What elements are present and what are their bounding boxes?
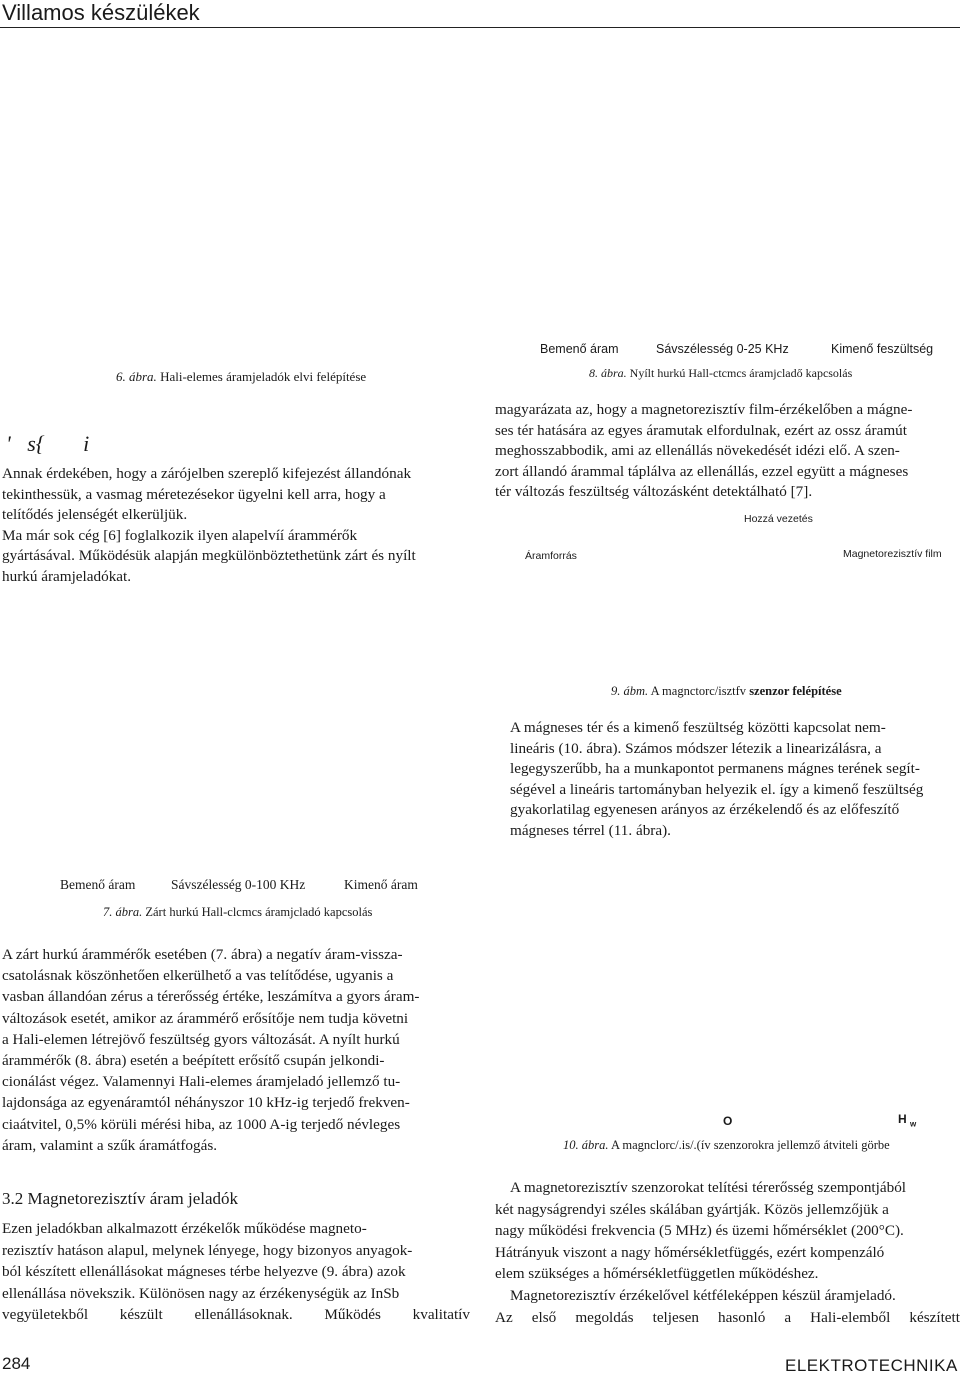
figure-9-film-label: Magnetorezisztív film [843,548,942,560]
figure-7-caption [103,905,372,920]
figure-7-input-label: Bemenő áram [60,877,136,892]
text-line: gyakorlatilag egyenesen arányos az érzékelendő és az előfeszítő [510,801,900,818]
text-line: ciaátvitel, 0,5% körüli mérési hiba, az 1000 A-ig terjedő névleges [2,1115,401,1133]
text-line: változások esetét, amikor az árammérő erősítője nem tudja követni [2,1009,409,1027]
text-line: a Hali-elemen létrejövő feszültség gyors változását. A nyílt hurkú [2,1030,400,1048]
figure-7-number: 7. ábra. [103,905,143,919]
text-line: magyarázata az, hogy a magnetorezisztív film-érzékelőben a mágne- [495,401,913,418]
text-line: cionálást végez. Valamennyi Hali-elemes áramjeladó jellemző tu- [2,1073,401,1091]
figure-6-number: 6. ábra. [116,369,157,384]
text-line: telítődés jelenségét elkerüljük. [2,506,188,523]
section-heading: 3.2 Magnetorezisztív áram jeladók [2,1189,239,1208]
text-line: Ezen jeladókban alkalmazott érzékelők működése magneto- [2,1220,367,1237]
left-paragraph-3 [2,1218,470,1326]
text-line: hurkú áramjeladókat. [2,567,132,585]
figure-8-input-label: Bemenő áram [540,342,619,356]
text-line: ses tér hatására az egyes áramutak elfordulnak, ezért az ossz áramút [495,421,907,439]
figure-9-source-label: Áramforrás [525,550,577,562]
figure-10-text: A magnclorc/.is/.(ív szenzorokra jellemző átviteli görbe [610,1138,890,1152]
figure-8-number: 8. ábra. [589,366,627,380]
text-line: tekinthessük, a vasmag méretezésekor ügyelni kell arra, hogy a [2,485,386,503]
text-line: gyártásával. Működésük alapján megkülönböztethetünk zárt és nyílt [2,547,416,564]
formula-fragment: ' s{ i [6,431,90,456]
figure-10-number: 10. ábra. [563,1138,609,1152]
figure-8-text: Nyílt hurkú Hall-ctcmcs áramjcladő kapcsolás [629,366,853,380]
text-line: Annak érdekében, hogy a zárójelben szereplő kifejezést állandónak [2,465,412,482]
page-number: 284 [2,1354,31,1373]
text-line: lineáris (10. ábra). Számos módszer létezik a linearizálásra, a [510,739,882,757]
magazine-name: ELEKTROTECHNIKA [785,1356,958,1375]
text-line: ellenállása növekszik. Különösen nagy az érzékenységük az InSb [2,1284,400,1302]
text-line: áram, valamint a szűk áramátfogás. [2,1136,218,1154]
figure-9-text: A magnctorc/isztfv [650,684,747,698]
figure-7-output-label: Kimenő áram [344,877,418,892]
text-line: Ma már sok cég [6] foglalkozik ilyen alapelvíí árammérők [2,526,358,544]
figure-7-text: Zárt hurkú Hall-clcmcs áramjcladó kapcsolás [145,905,373,919]
figure-9-lead-label: Hozzá vezetés [744,513,813,525]
text-line: elem szükséges a hőmérsékletfüggetlen működéshez. [495,1265,819,1283]
text-line: Magnetorezisztív érzékelővel kétféleképpen készül áramjeladó. [510,1286,896,1304]
header-rule [0,27,960,28]
text-line: mágneses térrel (11. ábra). [510,821,671,839]
text-line: árammérők (8. ábra) esetén a beépített erősítő csupán jelkondi- [2,1052,385,1070]
text-line: Hátrányuk viszont a nagy hőmérsékletfüggés, ezért kompenzáló [495,1243,885,1261]
right-paragraph-3 [495,1177,960,1328]
right-paragraph-1 [495,400,960,503]
text-line: ségével a lineáris tartományban helyezik el. így a kimenő feszültség [510,780,924,798]
text-line: nagy működési frekvencia (5 MHz) és üzemi hőmérséklet (200°C). [495,1222,904,1240]
figure-8-bandwidth-label: Sávszélesség 0-25 KHz [656,342,789,356]
text-line: rezisztív hatáson alapul, melynek lényege, hogy bizonyos anyagok- [2,1241,413,1259]
text-line: Az első megoldás teljesen hasonló a Hali-elemből készített [495,1308,960,1326]
text-line: lajdonsága az egyenáramtól néhányszor 10 kHz-ig terjedő frekven- [2,1094,410,1112]
figure-8-caption [589,366,852,381]
running-header: Villamos készülékek [2,0,200,25]
figure-10-h-label [898,1112,916,1128]
figure-6-caption [116,369,366,385]
figure-9-bold-text: szenzor felépítése [749,684,842,698]
text-line: ból készített ellenállásokat mágneses térbe helyezve (9. ábra) azok [2,1263,406,1280]
text-line: A mágneses tér és a kimenő feszültség közötti kapcsolat nem- [510,719,886,736]
text-line: tér változás feszültség változásként detektálható [7]. [495,483,813,500]
figure-10-caption [563,1138,890,1153]
figure-7-bandwidth-label: Sávszélesség 0-100 KHz [171,877,306,892]
figure-9-caption [611,684,842,699]
text-line: meghosszabbodik, ami az ellenállás növekedését idézi elő. A szen- [495,442,900,459]
figure-6-text: Hali-elemes áramjeladók elvi felépítése [160,369,367,384]
left-paragraph-1 [2,464,472,587]
figure-8-output-label: Kimenő feszültség [831,342,934,356]
left-paragraph-2 [2,944,470,1156]
text-line: legegyszerűbb, ha a munkapontot permanens mágnes terének segít- [510,760,920,777]
text-line: A magnetorezisztív szenzorokat telítési térerősség szempontjából [510,1179,907,1196]
text-line: vasban állandóan zérus a térerősség értéke, leszámítva a gyors áram- [2,988,420,1006]
figure-10-h-subscript: w [910,1119,917,1129]
text-line: két nagyságrendyi széles skálában gyártják. Közös jellemzőjük a [495,1200,889,1218]
text-line: vegyületekből készült ellenállásoknak. Működés kvalitatív [2,1306,470,1323]
figure-10-origin-label: O [723,1114,733,1128]
text-line: zort állandó árammal táplálva az ellenállás, ezzel együtt a mágneses [495,462,909,480]
figure-9-number: 9. ábm. [611,684,649,698]
text-line: A zárt hurkú árammérők esetében (7. ábra) a negatív áram-vissza- [2,946,403,963]
figure-10-h-letter: H [898,1112,907,1126]
right-paragraph-2 [510,718,960,841]
text-line: csatolásnak köszönhetően elkerülhető a vas telítődése, ugyanis a [2,967,394,985]
